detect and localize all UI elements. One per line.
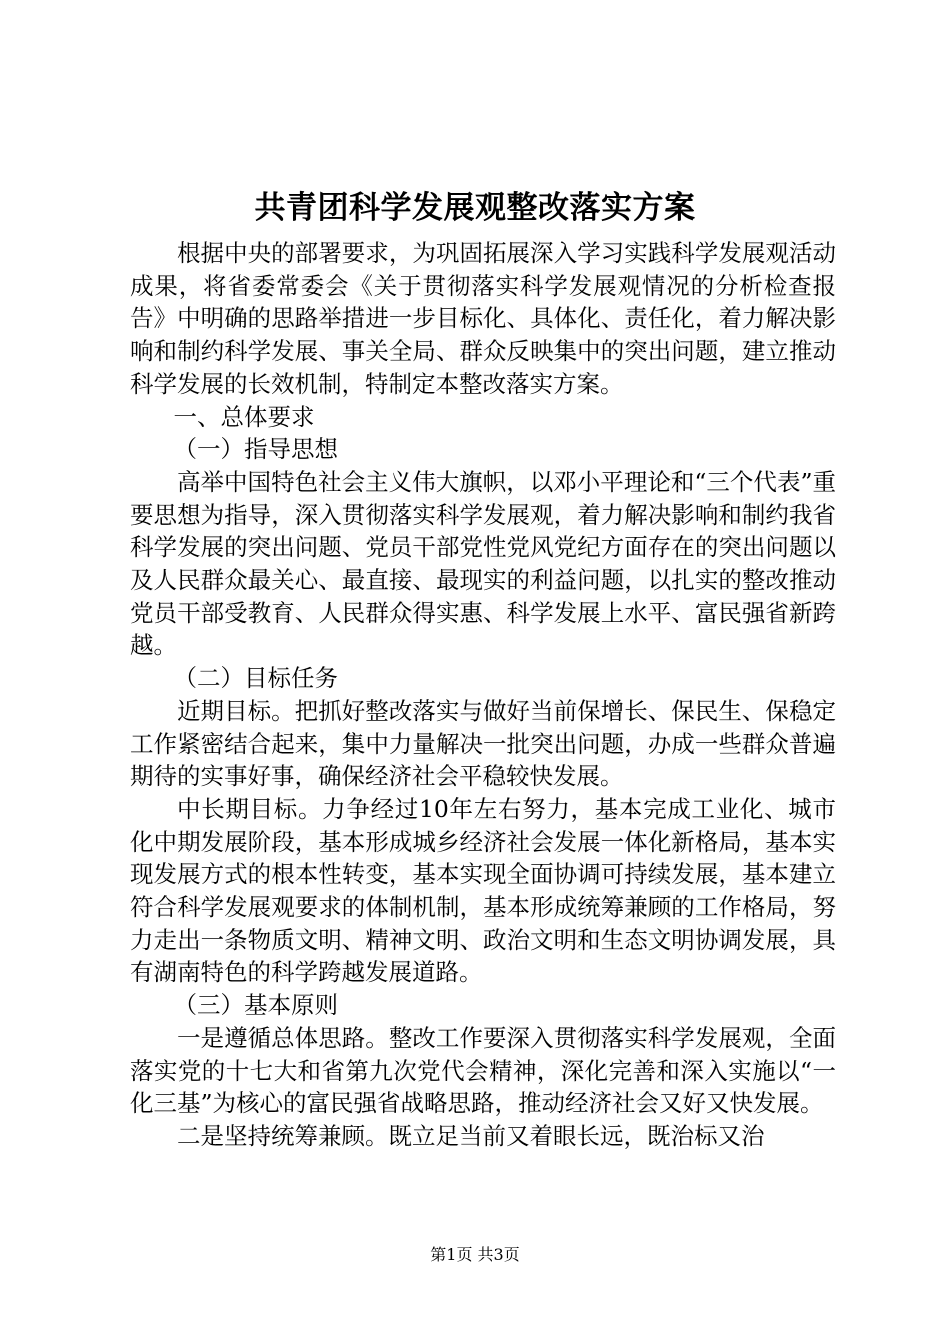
long-term-goal-paragraph: 中长期目标。力争经过10年左右努力，基本完成工业化、城市化中期发展阶段，基本形成城乡经济社会发展一体化新格局，基本实现发展方式的根本性转变，基本实现全面协调可持续发展，基本建立符合科学发展观要求的体制机制，基本形成统筹兼顾的工作格局，努力走出一条物质文明、精神文明、政治文明和生态文明协调发展，具有湖南特色的科学跨越发展道路。 [130,794,836,987]
page-number-footer: 第1页 共3页 [430,1245,520,1264]
intro-paragraph: 根据中央的部署要求，为巩固拓展深入学习实践科学发展观活动成果，将省委常委会《关于贯彻落实科学发展观情况的分析检查报告》中明确的思路举措进一步目标化、具体化、责任化，着力解决影响和制约科学发展、事关全局、群众反映集中的突出问题，建立推动科学发展的长效机制，特制定本整改落实方案。 [130,239,836,398]
document-body [130,237,836,1153]
section-heading-general-requirements: 一、总体要求 [173,402,315,431]
principle-one-paragraph: 一是遵循总体思路。整改工作要深入贯彻落实科学发展观，全面落实党的十七大和省第九次党代会精神，深化完善和深入实施以“一化三基”为核心的富民强省战略思路，推动经济社会又好又快发展。 [130,1023,836,1118]
subsection-heading-goals: （二）目标任务 [173,664,338,693]
guiding-ideology-paragraph: 高举中国特色社会主义伟大旗帜，以邓小平理论和“三个代表”重要思想为指导，深入贯彻落实科学发展观，着力解决影响和制约我省科学发展的突出问题、党员干部党性党风党纪方面存在的突出问题以及人民群众最关心、最直接、最现实的利益问题，以扎实的整改推动党员干部受教育、人民群众得实惠、科学发展上水平、富民强省新跨越。 [130,467,836,660]
subsection-heading-guiding-ideology: （一）指导思想 [173,435,338,464]
near-term-goal-paragraph: 近期目标。把抓好整改落实与做好当前保增长、保民生、保稳定工作紧密结合起来，集中力量解决一批突出问题，办成一些群众普遍期待的实事好事，确保经济社会平稳较快发展。 [130,696,836,791]
principle-two-paragraph: 二是坚持统筹兼顾。既立足当前又着眼长远，既治标又治 [177,1121,765,1150]
document-title: 共青团科学发展观整改落实方案 [254,190,696,226]
subsection-heading-principles: （三）基本原则 [173,991,338,1020]
